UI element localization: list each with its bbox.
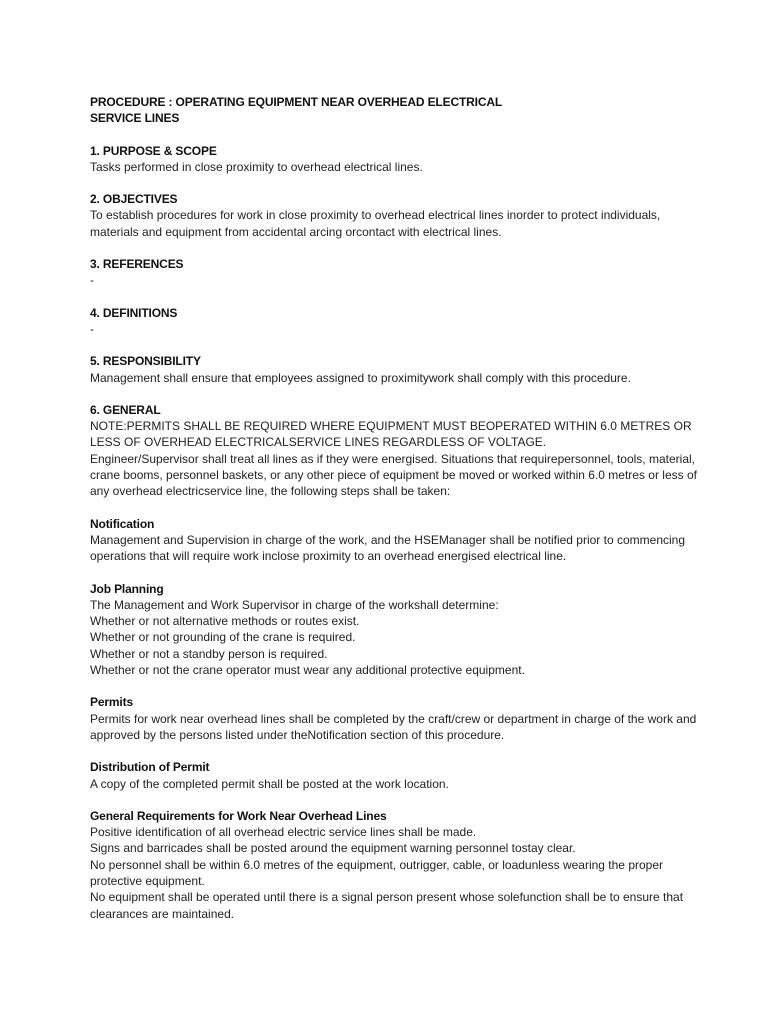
paragraph-line: Whether or not the crane operator must wear any additional protective equipment. — [90, 663, 525, 678]
subsection-distribution-of-permit — [90, 759, 730, 792]
subsection-heading: Distribution of Permit — [90, 760, 210, 775]
paragraph-line: LESS OF OVERHEAD ELECTRICALSERVICE LINES REGARDLESS OF VOLTAGE. — [90, 435, 547, 450]
paragraph-line: approved by the persons listed under theNotification section of this procedure. — [90, 727, 505, 742]
section-heading: 2. OBJECTIVES — [90, 192, 178, 207]
paragraph-line: NOTE:PERMITS SHALL BE REQUIRED WHERE EQUIPMENT MUST BEOPERATED WITHIN 6.0 METRES OR — [90, 419, 692, 434]
section-general — [90, 402, 730, 500]
paragraph-line: Whether or not a standby person is required. — [90, 646, 328, 661]
paragraph-line: Signs and barricades shall be posted around the equipment warning personnel tostay clear. — [90, 841, 576, 856]
document-title: PROCEDURE : OPERATING EQUIPMENT NEAR OVERHEAD ELECTRICAL SERVICE LINES — [90, 95, 503, 126]
paragraph-line: any overhead electricservice line, the following steps shall be taken: — [90, 484, 451, 499]
subsection-heading: Notification — [90, 516, 155, 531]
subsection-heading: Job Planning — [90, 581, 164, 596]
paragraph-line: - — [90, 273, 94, 288]
paragraph-line: A copy of the completed permit shall be posted at the work location. — [90, 776, 449, 791]
paragraph-line: Permits for work near overhead lines shall be completed by the craft/crew or department in charge of the work and — [90, 711, 697, 726]
paragraph-line: The Management and Work Supervisor in charge of the workshall determine: — [90, 597, 499, 612]
subsection-heading: Permits — [90, 695, 133, 710]
paragraph-line: No equipment shall be operated until there is a signal person present whose solefunction shall be to ensure that — [90, 890, 684, 905]
paragraph-line: Tasks performed in close proximity to overhead electrical lines. — [90, 159, 423, 174]
section-heading: 1. PURPOSE & SCOPE — [90, 143, 217, 158]
section-responsibility — [90, 353, 730, 386]
paragraph-line: Engineer/Supervisor shall treat all lines as if they were energised. Situations that requirepersonnel, tools, material, — [90, 451, 695, 466]
paragraph-line: - — [90, 321, 94, 336]
subsection-heading: General Requirements for Work Near Overhead Lines — [90, 808, 387, 823]
paragraph-line: operations that will require work inclose proximity to an overhead energised electrical line. — [90, 549, 567, 564]
section-purpose-scope — [90, 143, 730, 176]
paragraph-line: protective equipment. — [90, 873, 205, 888]
section-heading: 3. REFERENCES — [90, 257, 184, 272]
section-definitions — [90, 305, 730, 338]
section-heading: 6. GENERAL — [90, 402, 161, 417]
section-references — [90, 256, 730, 289]
section-heading: 5. RESPONSIBILITY — [90, 354, 201, 369]
subsection-notification — [90, 516, 730, 565]
paragraph-line: Positive identification of all overhead electric service lines shall be made. — [90, 825, 477, 840]
paragraph-line: Management shall ensure that employees assigned to proximitywork shall comply with this procedure. — [90, 370, 631, 385]
paragraph-line: clearances are maintained. — [90, 906, 235, 921]
subsection-permits — [90, 694, 730, 743]
paragraph-line: crane booms, personnel baskets, or any other piece of equipment be moved or worked within 6.0 metres or less of — [90, 468, 697, 483]
paragraph-line: No personnel shall be within 6.0 metres of the equipment, outrigger, cable, or loadunless wearing the proper — [90, 857, 664, 872]
paragraph-line: To establish procedures for work in close proximity to overhead electrical lines inorder to protect individuals, — [90, 208, 661, 223]
subsection-general-requirements — [90, 808, 730, 922]
paragraph-line: materials and equipment from accidental arcing orcontact with electrical lines. — [90, 224, 502, 239]
document-page — [90, 94, 730, 922]
paragraph-line: Whether or not alternative methods or routes exist. — [90, 614, 360, 629]
paragraph-line: Whether or not grounding of the crane is required. — [90, 630, 356, 645]
paragraph-line: Management and Supervision in charge of the work, and the HSEManager shall be notified prior to commencing — [90, 532, 686, 547]
subsection-job-planning — [90, 581, 730, 679]
section-heading: 4. DEFINITIONS — [90, 305, 178, 320]
section-objectives — [90, 191, 730, 240]
